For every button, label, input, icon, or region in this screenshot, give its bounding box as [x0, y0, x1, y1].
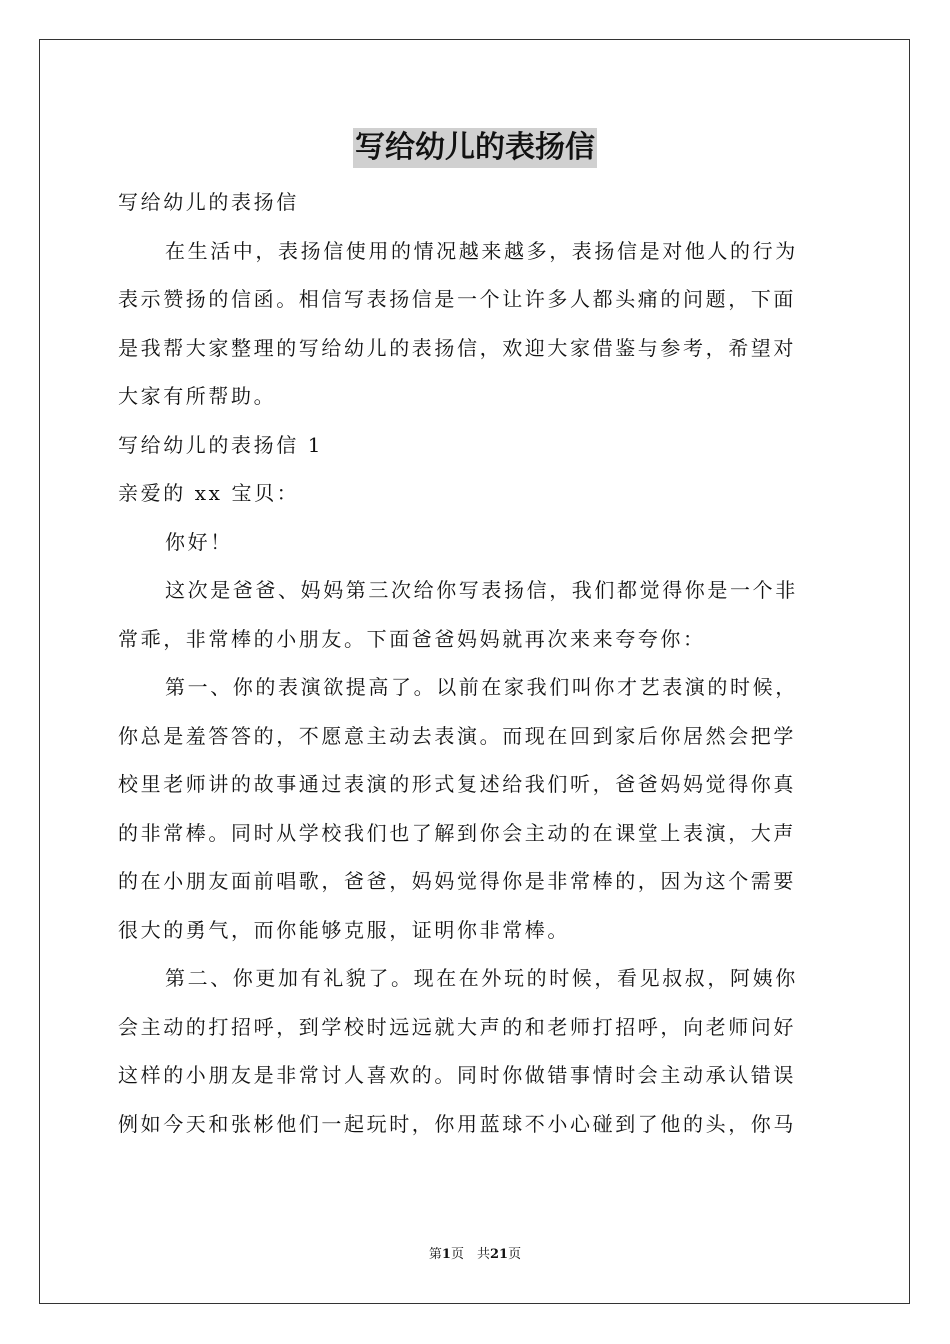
- body-line: 第一、你的表演欲提高了。以前在家我们叫你才艺表演的时候，: [165, 675, 798, 699]
- document-body: [118, 178, 834, 1148]
- footer-total-pages: 21: [489, 1247, 509, 1262]
- body-line: 亲爱的 xx 宝贝：: [118, 481, 300, 505]
- body-line: 写给幼儿的表扬信: [118, 190, 299, 214]
- body-line: 的在小朋友面前唱歌，爸爸，妈妈觉得你是非常棒的，因为这个需要: [118, 869, 796, 893]
- body-line: 写给幼儿的表扬信 1: [118, 432, 324, 457]
- page-footer: [0, 1246, 950, 1264]
- body-line: 很大的勇气，而你能够克服，证明你非常棒。: [118, 917, 570, 942]
- body-line: 是我帮大家整理的写给幼儿的表扬信，欢迎大家借鉴与参考，希望对: [118, 335, 796, 360]
- body-line: 校里老师讲的故事通过表演的形式复述给我们听，爸爸妈妈觉得你真: [118, 772, 796, 796]
- body-line: 第二、你更加有礼貌了。现在在外玩的时候，看见叔叔，阿姨你: [165, 966, 798, 990]
- title-container: [0, 128, 950, 168]
- body-line: 表示赞扬的信函。相信写表扬信是一个让许多人都头痛的问题，下面: [118, 287, 796, 311]
- body-line: 在生活中，表扬信使用的情况越来越多，表扬信是对他人的行为: [165, 238, 798, 263]
- footer-mid: 页 共: [450, 1247, 490, 1262]
- body-line: 会主动的打招呼，到学校时远远就大声的和老师打招呼，向老师问好: [118, 1014, 796, 1039]
- body-line: 的非常棒。同时从学校我们也了解到你会主动的在课堂上表演，大声: [118, 820, 796, 845]
- document-title: 写给幼儿的表扬信: [353, 128, 597, 168]
- body-line: 这次是爸爸、妈妈第三次给你写表扬信，我们都觉得你是一个非: [165, 578, 798, 602]
- footer-suffix: 页: [508, 1247, 522, 1262]
- footer-prefix: 第: [428, 1247, 442, 1262]
- body-line: 这样的小朋友是非常讨人喜欢的。同时你做错事情时会主动承认错误: [118, 1063, 796, 1087]
- body-line: 大家有所帮助。: [118, 384, 277, 408]
- body-line: 常乖，非常棒的小朋友。下面爸爸妈妈就再次来来夸夸你：: [118, 626, 706, 651]
- body-line: 你总是羞答答的，不愿意主动去表演。而现在回到家后你居然会把学: [118, 723, 796, 748]
- footer-current-page: 1: [441, 1247, 451, 1262]
- body-line: 例如今天和张彬他们一起玩时，你用蓝球不小心碰到了他的头，你马: [118, 1111, 796, 1136]
- body-line: 你好！: [165, 529, 233, 554]
